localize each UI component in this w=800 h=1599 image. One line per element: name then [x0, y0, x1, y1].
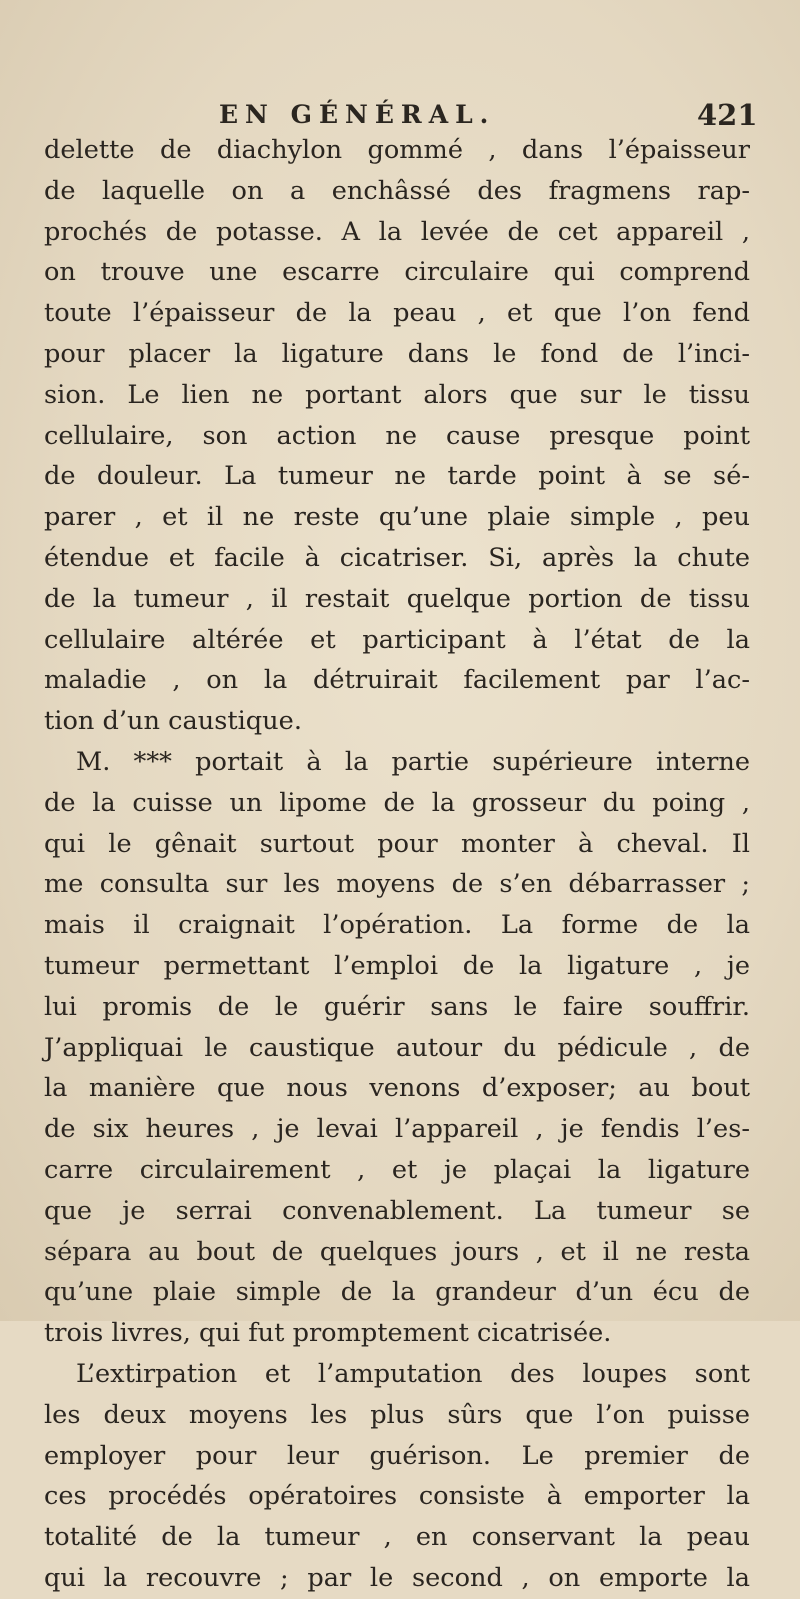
- text-line: totalité de la tumeur , en conservant la peau: [44, 1522, 750, 1553]
- text-line: qui la recouvre ; par le second , on emporte la: [44, 1562, 750, 1593]
- text-line: trois livres, qui fut promptement cicatrisée.: [44, 1318, 612, 1349]
- text-line: les deux moyens les plus sûrs que l’on puisse: [44, 1399, 750, 1430]
- text-line: delette de diachylon gommé , dans l’épaisseur: [44, 135, 750, 165]
- page-number: 421: [697, 98, 758, 132]
- text-line: étendue et facile à cicatriser. Si, après la chute: [44, 542, 750, 573]
- text-line: qui le gênait surtout pour monter à cheval. Il: [44, 828, 750, 859]
- text-line: de douleur. La tumeur ne tarde point à se sé-: [44, 461, 750, 492]
- text-line: mais il craignait l’opération. La forme de la: [44, 910, 750, 941]
- text-line: tumeur permettant l’emploi de la ligature , je: [44, 950, 750, 981]
- text-line: carre circulairement , et je plaçai la ligature: [44, 1154, 750, 1185]
- text-line: M. *** portait à la partie supérieure interne: [76, 746, 750, 777]
- text-line: de la tumeur , il restait quelque portion de tissu: [44, 583, 750, 614]
- body-text: [44, 130, 750, 1599]
- text-line: cellulaire, son action ne cause presque point: [44, 420, 750, 451]
- text-line: ces procédés opératoires consiste à emporter la: [44, 1481, 750, 1512]
- text-line: J’appliquai le caustique autour du pédicule , de: [44, 1032, 750, 1063]
- text-line: sépara au bout de quelques jours , et il ne resta: [44, 1236, 750, 1267]
- text-line: sion. Le lien ne portant alors que sur le tissu: [44, 379, 750, 410]
- text-line: employer pour leur guérison. Le premier de: [44, 1440, 750, 1471]
- text-line: cellulaire altérée et participant à l’état de la: [44, 624, 750, 655]
- text-line: de six heures , je levai l’appareil , je fendis l’es-: [44, 1114, 750, 1145]
- text-line: on trouve une escarre circulaire qui comprend: [44, 257, 750, 288]
- text-line: de la cuisse un lipome de la grosseur du poing ,: [44, 787, 750, 818]
- text-line: toute l’épaisseur de la peau , et que l’on fend: [44, 298, 750, 329]
- text-line: de laquelle on a enchâssé des fragmens rap-: [44, 175, 750, 206]
- running-title: EN GÉNÉRAL.: [219, 100, 496, 129]
- text-line: maladie , on la détruirait facilement par l’ac-: [44, 665, 750, 696]
- text-line: pour placer la ligature dans le fond de l’inci-: [44, 338, 750, 369]
- text-line: la manière que nous venons d’exposer; au bout: [44, 1073, 750, 1104]
- text-line: lui promis de le guérir sans le faire souffrir.: [44, 991, 750, 1022]
- text-line: parer , et il ne reste qu’une plaie simple , peu: [44, 502, 750, 533]
- text-line: me consulta sur les moyens de s’en débarrasser ;: [44, 869, 750, 900]
- text-line: que je serrai convenablement. La tumeur se: [44, 1195, 750, 1226]
- text-line: prochés de potasse. A la levée de cet appareil ,: [44, 216, 750, 247]
- text-line: qu’une plaie simple de la grandeur d’un écu de: [44, 1277, 750, 1308]
- text-line: tion d’un caustique.: [44, 706, 302, 737]
- text-line: L’extirpation et l’amputation des loupes sont: [76, 1358, 750, 1389]
